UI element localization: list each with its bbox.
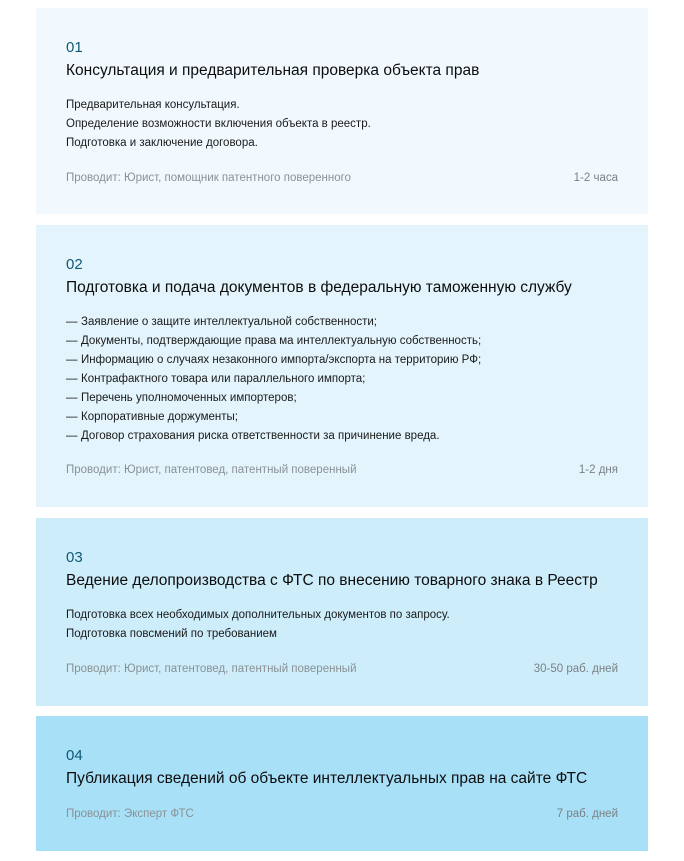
- step-performer: Проводит: Юрист, патентовед, патентный поверенный: [66, 464, 357, 476]
- step-performer: Проводит: Юрист, помощник патентного поверенного: [66, 172, 351, 184]
- description-line: Предварительная консультация.: [66, 99, 240, 111]
- step-card-04: [36, 716, 648, 851]
- step-footer: [66, 462, 618, 478]
- step-footer: [66, 806, 618, 822]
- document-list-item: — Перечень уполномоченных импортеров;: [66, 389, 628, 408]
- description-line: Подготовка всех необходимых дополнительных документов по запросу.: [66, 609, 450, 621]
- document-list-item: — Корпоративные доржументы;: [66, 408, 628, 427]
- description-line: Определение возможности включения объекта в реестр.: [66, 118, 371, 130]
- step-footer: [66, 170, 618, 186]
- step-title: Ведение делопроизводства с ФТС по внесению товарного знака в Реестр: [66, 572, 598, 589]
- step-description: [66, 96, 628, 153]
- document-list-item: — Документы, подтверждающие права ма интеллектуальную собственность;: [66, 332, 628, 351]
- step-card-02: [36, 225, 648, 507]
- step-performer: Проводит: Эксперт ФТС: [66, 808, 194, 820]
- step-performer: Проводит: Юрист, патентовед, патентный поверенный: [66, 663, 357, 675]
- step-duration: 1-2 дня: [578, 464, 618, 476]
- document-list-item: — Информацию о случаях незаконного импорта/экспорта на территорию РФ;: [66, 351, 628, 370]
- step-document-list: [66, 313, 628, 446]
- step-number: 02: [66, 256, 83, 273]
- step-description: [66, 606, 628, 644]
- step-title: Подготовка и подача документов в федеральную таможенную службу: [66, 279, 572, 296]
- step-duration: 1-2 часа: [573, 172, 618, 184]
- step-footer: [66, 661, 618, 677]
- document-list-item: — Договор страхования риска ответственности за причинение вреда.: [66, 427, 628, 446]
- description-line: Подготовка и заключение договора.: [66, 137, 258, 149]
- document-list-item: — Заявление о защите интеллектуальной собственности;: [66, 313, 628, 332]
- description-line: Подготовка повсмений по требованием: [66, 628, 277, 640]
- step-card-03: [36, 518, 648, 706]
- step-card-01: [36, 8, 648, 214]
- step-number: 01: [66, 39, 83, 56]
- step-number: 03: [66, 549, 83, 566]
- step-duration: 30-50 раб. дней: [533, 663, 618, 675]
- step-duration: 7 раб. дней: [556, 808, 618, 820]
- step-title: Консультация и предварительная проверка объекта прав: [66, 62, 480, 79]
- step-title: Публикация сведений об объекте интеллектуальных прав на сайте ФТС: [66, 770, 588, 787]
- document-list-item: — Контрафактного товара или параллельного импорта;: [66, 370, 628, 389]
- step-number: 04: [66, 747, 83, 764]
